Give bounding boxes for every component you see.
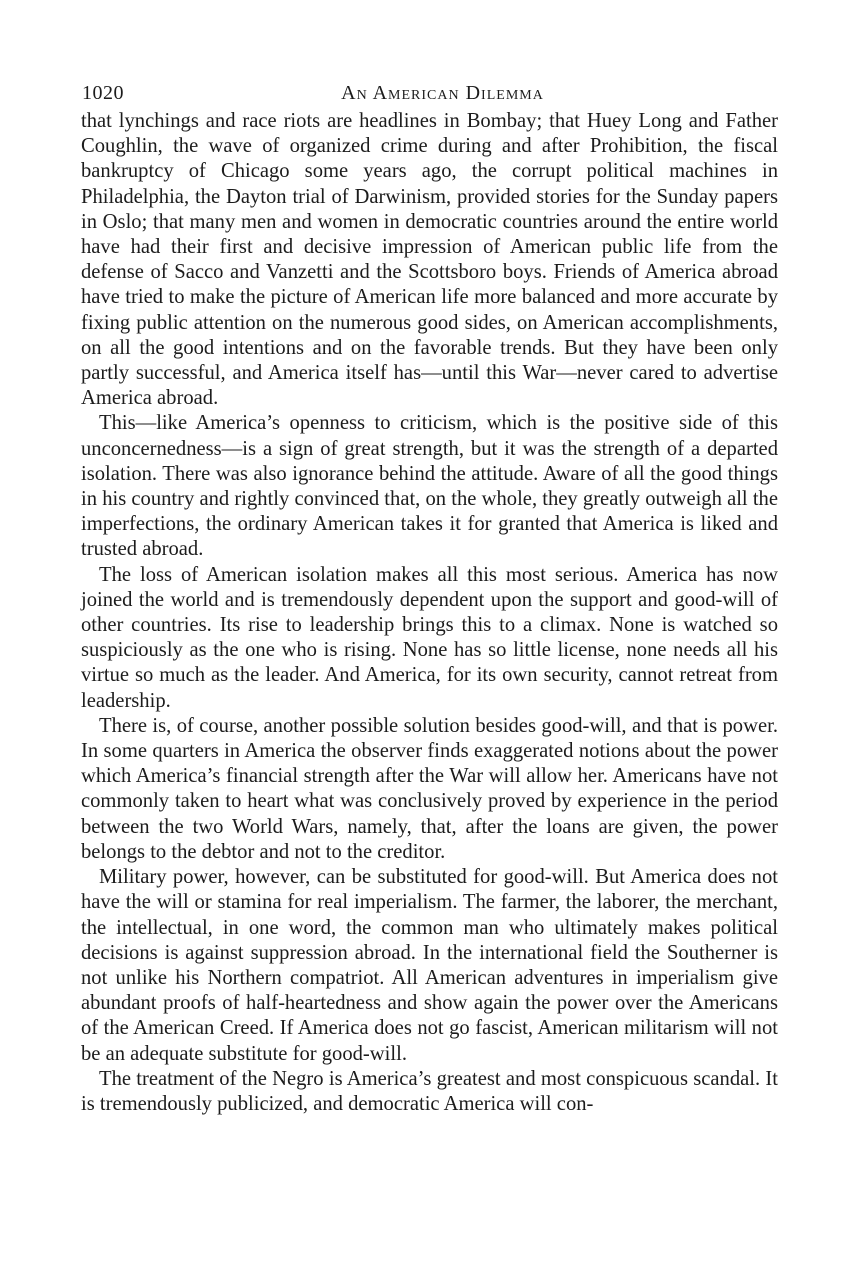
paragraph: The treatment of the Negro is America’s greatest and most conspicuous scandal. It is tremendously publicized, and democratic America will con- bbox=[81, 1067, 778, 1115]
body-text bbox=[81, 109, 778, 1117]
paragraph: There is, of course, another possible solution besides good-will, and that is power. In some quarters in America the observer finds exaggerated notions about the power which America’s financial strength after the War will allow her. Americans have not commonly taken to heart what was conclusively proved by experience in the period between the two World Wars, namely, that, after the loans are given, the power belongs to the debtor and not to the creditor. bbox=[81, 714, 778, 863]
paragraph: Military power, however, can be substituted for good-will. But America does not have the will or stamina for real imperialism. The farmer, the laborer, the merchant, the intellectual, in one word, the common man who ultimately makes political decisions is against suppression abroad. In the international field the Southerner is not unlike his Northern compatriot. All American adventures in imperialism give abundant proofs of half-heartedness and show again the power over the Americans of the American Creed. If America does not go fascist, American militarism will not be an adequate substitute for good-will. bbox=[81, 866, 778, 1065]
paragraph: This—like America’s openness to criticism, which is the positive side of this unconcernedness—is a sign of great strength, but it was the strength of a departed isolation. There was also ignorance behind the attitude. Aware of all the good things in his country and rightly convinced that, on the whole, they greatly outweigh all the imperfections, the ordinary American takes it for granted that America is liked and trusted abroad. bbox=[81, 412, 778, 561]
page-number: 1020 bbox=[82, 82, 124, 104]
paragraph-continued: that lynchings and race riots are headlines in Bombay; that Huey Long and Father Coughlin, the wave of organized crime during and after Prohibition, the fiscal bankruptcy of Chicago some years ago, the corrupt political machines in Philadelphia, the Dayton trial of Darwinism, provided stories for the Sunday papers in Oslo; that many men and women in democratic countries around the entire world have had their first and decisive impression of American public life from the defense of Sacco and Vanzetti and the Scottsboro boys. Friends of America abroad have tried to make the picture of American life more balanced and more accurate by fixing public attention on the numerous good sides, on American accomplishments, on all the good intentions and on the favorable trends. But they have been only partly successful, and America itself has—until this War—never cared to advertise America abroad. bbox=[81, 110, 778, 410]
running-head bbox=[81, 77, 778, 109]
paragraph: The loss of American isolation makes all this most serious. America has now joined the world and is tremendously dependent upon the support and good-will of other countries. Its rise to leadership brings this to a climax. None is watched so suspiciously as the one who is rising. None has so little license, none needs all his virtue so much as the leader. And America, for its own security, cannot retreat from leadership. bbox=[81, 563, 778, 712]
running-title: An American Dilemma bbox=[341, 82, 544, 104]
book-page bbox=[81, 77, 778, 1117]
